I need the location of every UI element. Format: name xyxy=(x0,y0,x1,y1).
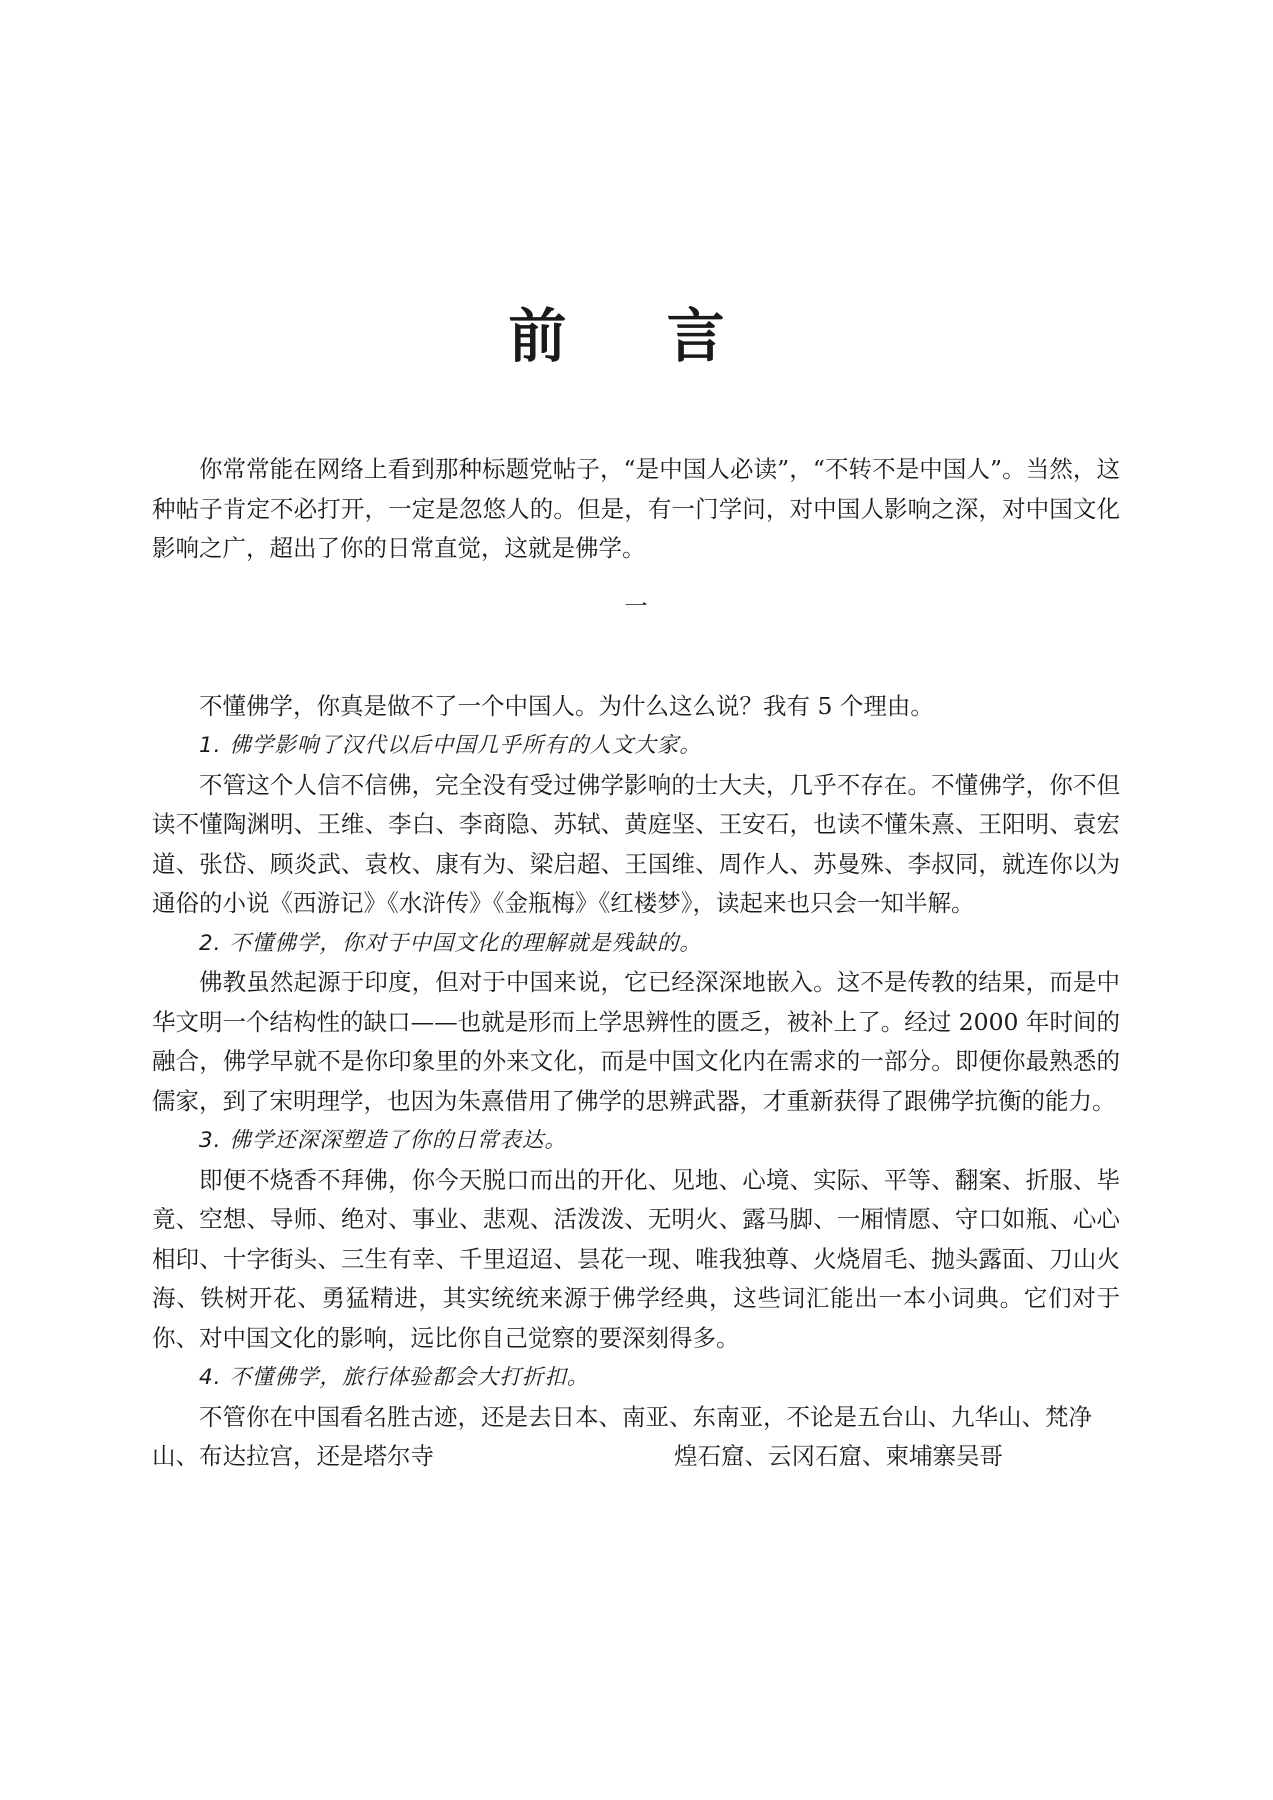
intro-paragraph: 你常常能在网络上看到那种标题党帖子，“是中国人必读”，“不转不是中国人”。当然，这种帖子肯定不必打开，一定是忽悠人的。但是，有一门学问，对中国人影响之深，对中国文化影响之广，超出了你的日常直觉，这就是佛学。 xyxy=(152,455,1120,562)
point-text-3: 即便不烧香不拜佛，你今天脱口而出的开化、见地、心境、实际、平等、翻案、折服、毕竟、空想、导师、绝对、事业、悲观、活泼泼、无明火、露马脚、一厢情愿、守口如瓶、心心相印、十字街头、三生有幸、千里迢迢、昙花一现、唯我独尊、火烧眉毛、抛头露面、刀山火海、铁树开花、勇猛精进，其实统统来源于佛学经典，这些词汇能出一本小词典。它们对于你、对中国文化的影响，远比你自己觉察的要深刻得多。 xyxy=(152,1165,1120,1352)
point-text-4-part2: 煌石窟、云冈石窟、柬埔寨吴哥 xyxy=(674,1442,1003,1470)
point-text-4-part1: 不管你在中国看名胜古迹，还是去日本、南亚、东南亚，不论是五台山、九华山、梵净山、布达拉宫，还是塔尔寺 xyxy=(152,1402,1092,1470)
point-heading-1: 1. 佛学影响了汉代以后中国几乎所有的人文大家。 xyxy=(199,733,702,758)
point-text-4 xyxy=(152,1398,1120,1477)
point-heading-2: 2. 不懂佛学，你对于中国文化的理解就是残缺的。 xyxy=(199,930,702,956)
point-text-2: 佛教虽然起源于印度，但对于中国来说，它已经深深地嵌入。这不是传教的结果，而是中华文明一个结构性的缺口——也就是形而上学思辨性的匮乏，被补上了。经过 2000 年时间的融合，佛学早就不是你印象里的外来文化，而是中国文化内在需求的一部分。即便你最熟悉的儒家，到了宋明理学，也因为朱熹借用了佛学的思辨武器，才重新获得了跟佛学抗衡的能力。 xyxy=(152,968,1120,1115)
point-text-1: 不管这个人信不信佛，完全没有受过佛学影响的士大夫，几乎不存在。不懂佛学，你不但读不懂陶渊明、王维、李白、李商隐、苏轼、黄庭坚、王安石，也读不懂朱熹、王阳明、袁宏道、张岱、顾炎武、袁枚、康有为、梁启超、王国维、周作人、苏曼殊、李叔同，就连你以为通俗的小说《西游记》《水浒传》《金瓶梅》《红楼梦》，读起来也只会一知半解。 xyxy=(152,770,1120,917)
page-body xyxy=(152,450,1120,1477)
point-heading-3: 3. 佛学还深深塑造了你的日常表达。 xyxy=(199,1128,567,1153)
page-title: 前 言 xyxy=(508,302,765,370)
section-number: 一 xyxy=(624,591,648,620)
lead-paragraph: 不懂佛学，你真是做不了一个中国人。为什么这么说？我有 5 个理由。 xyxy=(199,691,934,720)
point-heading-4: 4. 不懂佛学，旅行体验都会大打折扣。 xyxy=(199,1365,590,1390)
